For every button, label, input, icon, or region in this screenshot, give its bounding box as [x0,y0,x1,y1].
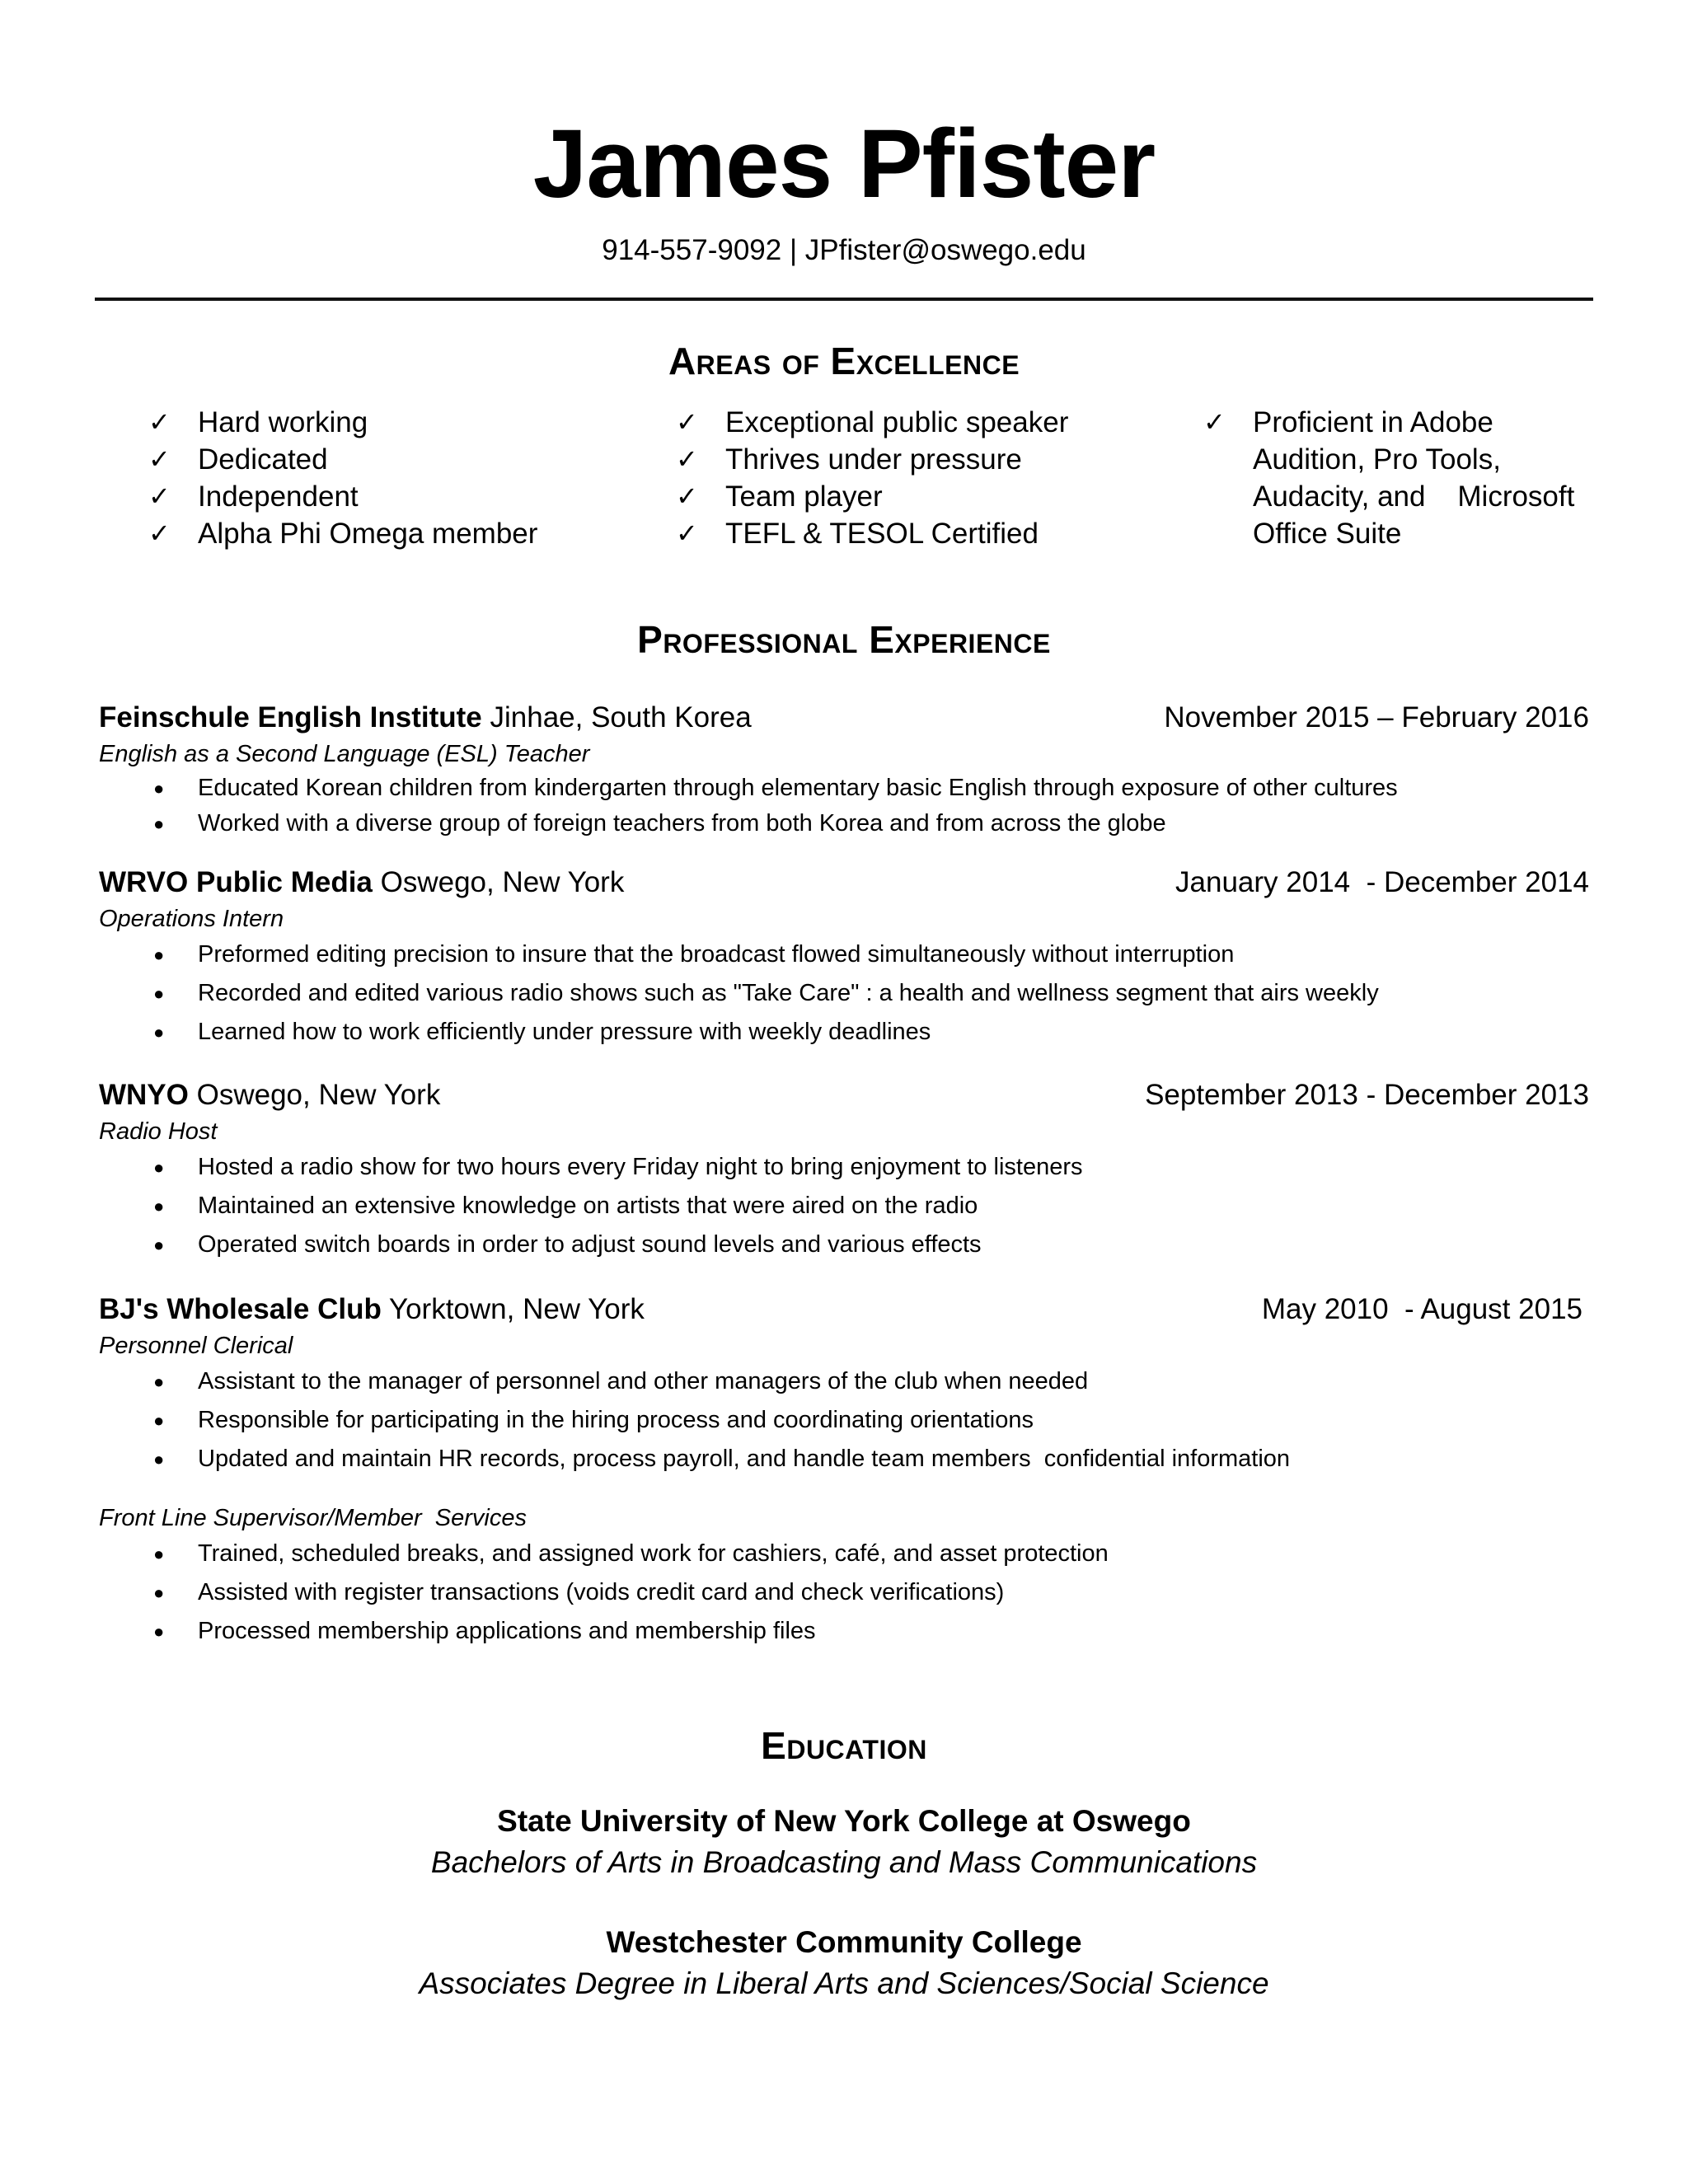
checkmark-icon: ✓ [676,518,698,549]
job-role: Operations Intern [99,906,284,932]
job-bullets [99,1148,1589,1264]
job-header [99,698,1589,738]
job-entry [99,1290,1589,1651]
job-dates: September 2013 - December 2013 [1145,1079,1589,1111]
area-item: ✓ Hard working [148,404,610,441]
job-bullets [99,935,1589,1052]
job-role: English as a Second Language (ESL) Teacher [99,741,590,767]
area-item: ✓ TEFL & TESOL Certified [676,515,1137,552]
job-dates: January 2014 - December 2014 [1175,866,1589,898]
job-header [99,1290,1589,1329]
checkmark-icon: ✓ [148,406,171,438]
job-bullets [99,771,1589,841]
job-role-secondary: Front Line Supervisor/Member Services [99,1505,527,1531]
area-item: ✓ Exceptional public speaker [676,404,1137,441]
list-item: ● Preformed editing precision to insure that the broadcast flowed simultaneously without interruption [153,941,1235,968]
area-item: ✓ Thrives under pressure [676,441,1137,478]
job-dates: November 2015 – February 2016 [1164,701,1589,733]
checkmark-icon: ✓ [1203,406,1226,438]
list-item: ● Maintained an extensive knowledge on artists that were aired on the radio [153,1193,978,1219]
list-item: ● Learned how to work efficiently under pressure with weekly deadlines [153,1019,931,1045]
education-title: Education [761,1724,927,1767]
areas-column-2 [676,404,1137,552]
checkmark-icon: ✓ [676,443,698,475]
list-item: ● Responsible for participating in the hiring process and coordinating orientations [153,1407,1034,1433]
list-item: ● Worked with a diverse group of foreign teachers from both Korea and from across the globe [153,810,1166,837]
area-item: ✓ Alpha Phi Omega member [148,515,610,552]
list-item: ● Assisted with register transactions (voids credit card and check verifications) [153,1579,1005,1605]
job-location: Jinhae, South Korea [481,701,752,733]
header-divider [95,298,1593,301]
checkmark-icon: ✓ [676,406,698,438]
checkmark-icon: ✓ [148,443,171,475]
checkmark-icon: ✓ [148,518,171,549]
areas-of-excellence [95,404,1593,602]
job-organization: WRVO Public Media [99,866,373,898]
job-role: Personnel Clerical [99,1333,293,1359]
checkmark-icon: ✓ [148,480,171,512]
list-item: ● Assistant to the manager of personnel and other managers of the club when needed [153,1368,1089,1394]
areas-column-1 [148,404,610,552]
candidate-name: James Pfister [532,110,1156,218]
list-item: ● Educated Korean children from kindergarten through elementary basic English through exposure of other cultures [153,775,1398,801]
list-item: ● Updated and maintain HR records, process payroll, and handle team members confidential information [153,1446,1291,1472]
job-entry [99,698,1589,841]
job-organization: Feinschule English Institute [99,701,482,733]
job-role: Radio Host [99,1118,218,1145]
area-item: ✓ Dedicated [148,441,610,478]
job-entry [99,863,1589,1052]
job-dates: May 2010 - August 2015 [1261,1293,1582,1325]
school-name: State University of New York College at Oswego [497,1804,1191,1838]
job-header [99,1076,1589,1115]
list-item: ● Recorded and edited various radio shows such as "Take Care" : a health and wellness segment that airs weekly [153,980,1379,1006]
job-organization: BJ's Wholesale Club [99,1293,382,1325]
list-item: ● Trained, scheduled breaks, and assigned work for cashiers, café, and asset protection [153,1540,1109,1567]
job-header [99,863,1589,902]
checkmark-icon: ✓ [676,480,698,512]
contact-line: 914-557-9092 | JPfister@oswego.edu [602,234,1086,266]
job-location: Oswego, New York [372,866,625,898]
job-entry [99,1076,1589,1264]
degree-name: Associates Degree in Liberal Arts and Sciences/Social Science [419,1966,1269,2000]
list-item: ● Operated switch boards in order to adjust sound levels and various effects [153,1231,982,1258]
job-location: Yorktown, New York [381,1293,645,1325]
list-item: ● Processed membership applications and membership files [153,1618,816,1644]
education-entry [0,1801,1688,1883]
areas-title: Areas of Excellence [668,340,1020,382]
areas-column-3 [1203,404,1591,552]
job-location: Oswego, New York [188,1079,441,1111]
experience-title: Professional Experience [637,618,1051,661]
education-entry [0,1922,1688,2004]
job-bullets-secondary [99,1535,1589,1651]
area-item: ✓ Proficient in Adobe Audition, Pro Tools, Audacity, and Microsoft Office Suite [1203,404,1591,552]
degree-name: Bachelors of Arts in Broadcasting and Mass Communications [430,1845,1258,1879]
job-organization: WNYO [99,1079,189,1111]
area-item: ✓ Independent [148,478,610,515]
job-bullets [99,1362,1589,1479]
school-name: Westchester Community College [606,1925,1082,1959]
list-item: ● Hosted a radio show for two hours every Friday night to bring enjoyment to listeners [153,1154,1083,1180]
area-item: ✓ Team player [676,478,1137,515]
